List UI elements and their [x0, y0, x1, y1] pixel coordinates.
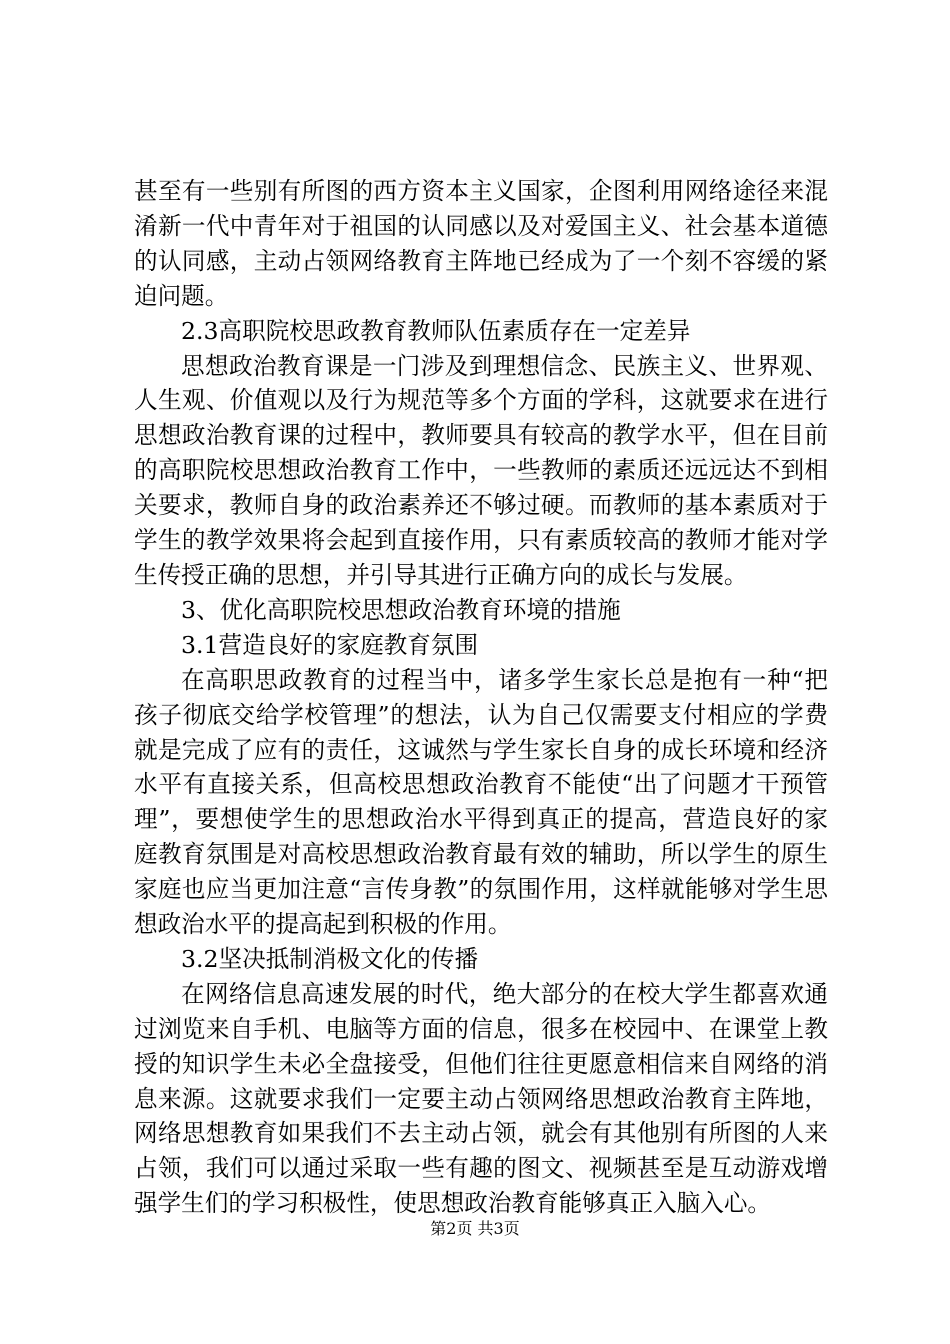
document-body — [134, 174, 828, 1221]
paragraph-teacher-quality: 思想政治教育课是一门涉及到理想信念、民族主义、世界观、人生观、价值观以及行为规范等多个方面的学科，这就要求在进行思想政治教育课的过程中，教师要具有较高的教学水平，但在目前的高职院校思想政治教育工作中，一些教师的素质还远远达不到相关要求，教师自身的政治素养还不够过硬。而教师的基本素质对于学生的教学效果将会起到直接作用，只有素质较高的教师才能对学生传授正确的思想，并引导其进行正确方向的成长与发展。 — [134, 351, 828, 589]
section-heading-3: 3、优化高职院校思想政治教育环境的措施 — [181, 595, 621, 624]
section-heading-3-2: 3.2坚决抵制消极文化的传播 — [181, 944, 479, 973]
paragraph-family-education: 在高职思政教育的过程当中，诸多学生家长总是抱有一种“把孩子彻底交给学校管理”的想法，认为自己仅需要支付相应的学费就是完成了应有的责任，这诚然与学生家长自身的成长环境和经济水平有直接关系，但高校思想政治教育不能使“出了问题才干预管理”，要想使学生的思想政治水平得到真正的提高，营造良好的家庭教育氛围是对高校思想政治教育最有效的辅助，所以学生的原生家庭也应当更加注意“言传身教”的氛围作用，这样就能够对学生思想政治水平的提高起到积极的作用。 — [134, 665, 828, 939]
page-number-footer: 第2页 共3页 — [430, 1219, 520, 1238]
section-heading-3-1: 3.1营造良好的家庭教育氛围 — [181, 630, 479, 659]
paragraph-network-threat: 甚至有一些别有所图的西方资本主义国家，企图利用网络途径来混淆新一代中青年对于祖国的认同感以及对爱国主义、社会基本道德的认同感，主动占领网络教育主阵地已经成为了一个刻不容缓的紧迫问题。 — [134, 177, 828, 310]
paragraph-resist-negative-culture: 在网络信息高速发展的时代，绝大部分的在校大学生都喜欢通过浏览来自手机、电脑等方面的信息，很多在校园中、在课堂上教授的知识学生未必全盘接受，但他们往往更愿意相信来自网络的消息来源。这就要求我们一定要主动占领网络思想政治教育主阵地，网络思想教育如果我们不去主动占领，就会有其他别有所图的人来占领，我们可以通过采取一些有趣的图文、视频甚至是互动游戏增强学生们的学习积极性，使思想政治教育能够真正入脑入心。 — [134, 979, 828, 1218]
section-heading-2-3: 2.3高职院校思政教育教师队伍素质存在一定差异 — [181, 316, 691, 345]
